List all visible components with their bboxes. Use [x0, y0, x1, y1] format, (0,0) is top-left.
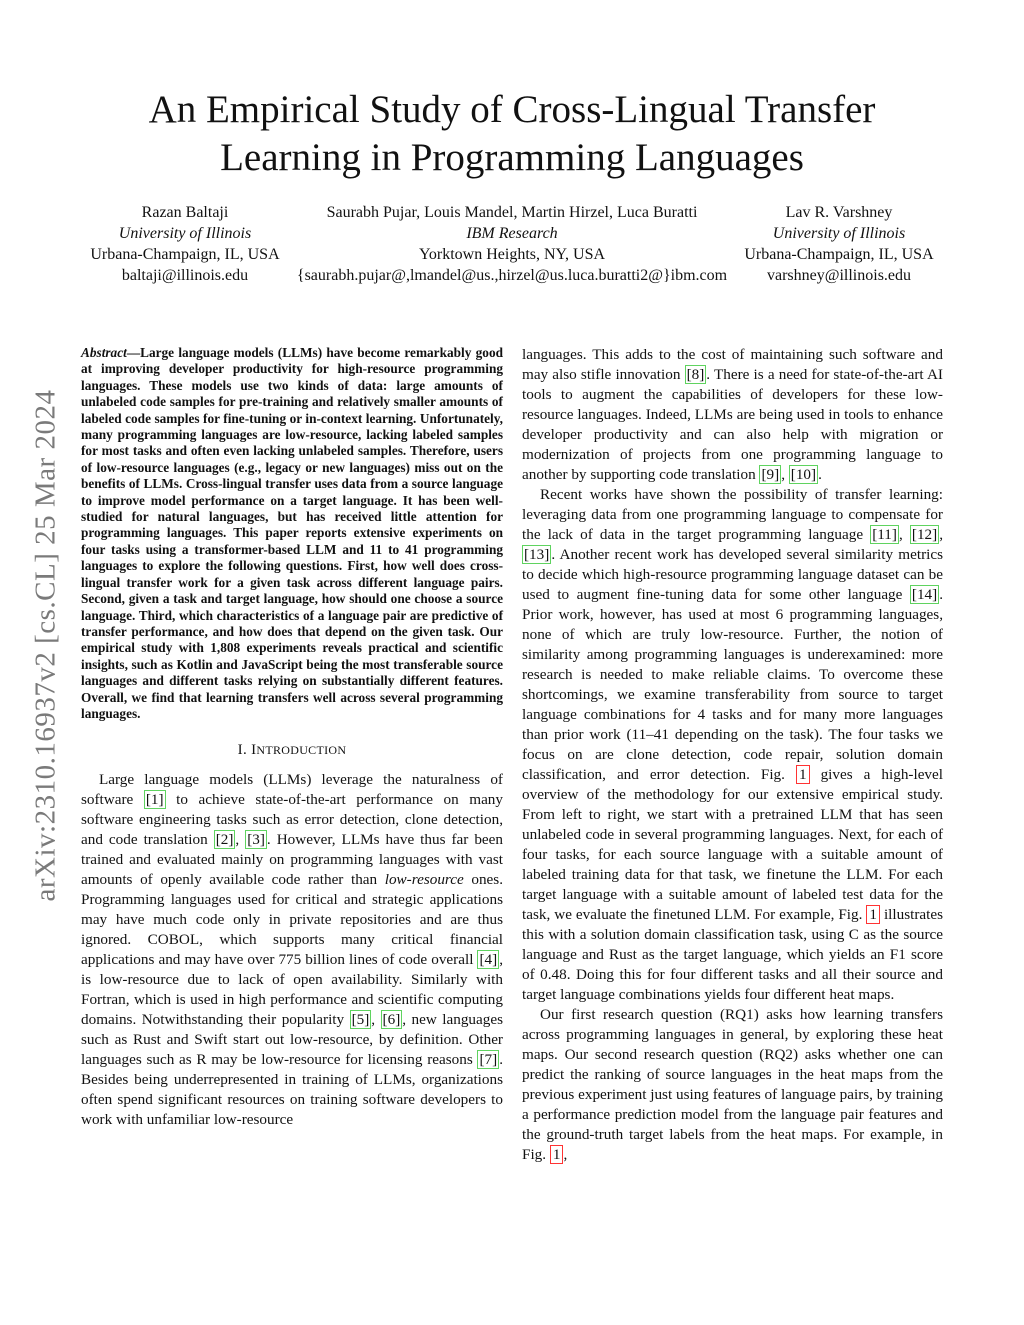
citation-link[interactable]: [6]	[382, 1011, 401, 1029]
abstract-label: Abstract	[81, 345, 127, 360]
text-run: ones. Programming languages used for critical and strategic applications may have much code only in private repositories and are thus ignored. COBOL, which supports many critical financial applications and may have over 775 billion lines of code overall	[81, 871, 503, 969]
figure-link[interactable]: 1	[550, 1145, 564, 1164]
author-name: Razan Baltaji	[141, 204, 229, 221]
title-line-2: Learning in Programming Languages	[220, 136, 804, 179]
section-heading-introduction	[81, 740, 503, 760]
intro-paragraph-2	[522, 485, 943, 1005]
section-rest: NTRODUCTION	[256, 743, 347, 758]
text-run: Our first research question (RQ1) asks how learning transfers across programming languages in general, by exploring these heat maps. Our second research question (RQ2) asks whether one can predict the ranking of source languages in the heat maps from the previous experiment just using features of language pairs, by training a performance prediction model from the language pair features and the ground-truth target labels from the heat maps. For example, in Fig.	[522, 1006, 943, 1163]
citation-link[interactable]: [7]	[479, 1051, 498, 1069]
author-email: {saurabh.pujar@,lmandel@us.,hirzel@us.luca.buratti2@}ibm.com	[296, 267, 728, 284]
text-run: . Prior work, however, has used at most 6 programming languages, none of which are truly low-resource. Further, the notion of similarity among programming languages is underexamined: more research is needed to make reliable claims. To overcome these shortcomings, we examine transferability from source to target language combinations for 4 tasks and for many more languages than prior work (11–41 depending on the task). The four tasks we focus on are clone detection, code repair, solution domain classification, and error detection. Fig.	[522, 586, 943, 783]
author-block-1	[72, 202, 298, 286]
text-run: ,	[939, 526, 943, 543]
author-location: Urbana-Champaign, IL, USA	[744, 246, 934, 263]
intro-paragraph-3	[522, 1005, 943, 1165]
abstract-text: —Large language models (LLMs) have become remarkably good at improving developer productivity for high-resource programming languages. These models use two kinds of data: large amounts of unlabeled code samples for pre-training and relatively smaller amounts of labeled code samples for fine-tuning or in-context learning. Unfortunately, many programming languages are low-resource, lacking labeled samples for most tasks and often even lacking unlabeled samples. Therefore, users of low-resource languages (e.g., legacy or new languages) miss out on the benefits of LLMs. Cross-lingual transfer uses data from a source language to improve model performance on a target language. It has been well-studied for natural languages, but has received little attention for programming languages. This paper reports extensive experiments on four tasks using a transformer-based LLM and 11 to 41 programming languages to explore the following questions. First, how well does cross-lingual transfer work for a given task across different language pairs. Second, given a task and target language, how should one choose a source language. Third, which characteristics of a language pair are predictive of transfer performance, and how does that depend on the given task. Our empirical study with 1,808 experiments reveals practical and scientific insights, such as Kotlin and JavaScript being the most transferable source languages and different tasks relying on substantially different features. Overall, we find that learning transfers well across several programming languages.	[81, 345, 503, 721]
citation-link[interactable]: [5]	[351, 1011, 370, 1029]
text-run: , new languages such as Rust and Swift start out low-resource, by definition. Other languages such as R may be low-resource for licensing reasons	[81, 1011, 503, 1069]
title-line-1: An Empirical Study of Cross-Lingual Transfer	[148, 88, 876, 131]
citation-link[interactable]: [9]	[761, 466, 780, 483]
text-run: ,	[781, 466, 789, 483]
text-run: ,	[235, 831, 246, 849]
text-run: Large language models (LLMs) leverage the naturalness of software	[81, 771, 503, 809]
figure-link[interactable]: 1	[866, 905, 880, 924]
text-run: ,	[898, 526, 910, 543]
section-first-letter: I	[251, 742, 257, 759]
citation-link[interactable]: [2]	[215, 831, 234, 849]
text-run: . There is a need for state-of-the-art AI tools to augment the capabilities of developers for these low-resource languages. Indeed, LLMs are being used in tools to enhance developer productivity and can also help with migration or modernization of projects from one programming language to another by supporting code translation	[522, 366, 943, 483]
author-location: Urbana-Champaign, IL, USA	[90, 246, 280, 263]
author-name: Saurabh Pujar, Louis Mandel, Martin Hirzel, Luca Buratti	[326, 204, 698, 221]
citation-link[interactable]: [3]	[247, 831, 265, 849]
text-run: . Another recent work has developed several similarity metrics to decide which high-resource programming language dataset can be used to augment fine-tuning data for some other language	[522, 546, 943, 603]
author-affiliation: IBM Research	[466, 225, 558, 242]
intro-paragraph-1	[81, 770, 503, 1130]
arxiv-identifier-sidebar	[28, 345, 64, 945]
text-run: . Besides being underrepresented in training of LLMs, organizations often spend significant resources on training software developers to work with unfamiliar low-resource	[81, 1051, 503, 1129]
author-affiliation: University of Illinois	[118, 225, 252, 242]
right-column	[522, 345, 943, 1165]
citation-link[interactable]: [1]	[145, 791, 164, 809]
author-email: baltaji@illinois.edu	[121, 267, 249, 284]
author-affiliation: University of Illinois	[772, 225, 906, 242]
citation-link[interactable]: [4]	[479, 951, 498, 969]
left-column	[81, 345, 503, 1130]
citation-link[interactable]: [14]	[911, 586, 938, 603]
arxiv-identifier: arXiv:2310.16937v2 [cs.CL] 25 Mar 2024	[29, 389, 62, 901]
section-numeral: I.	[237, 742, 252, 759]
text-run: illustrates this with a solution domain classification task, using C as the source language and Rust as the target language, which yields an F1 score of 0.48. Doing this for four different tasks and all their source and target language combinations yields four different heat maps.	[522, 906, 943, 1003]
text-run: . However, LLMs have thus far been trained and evaluated mainly on programming languages with vast amounts of openly available code rather than	[81, 831, 503, 889]
paper-title	[80, 86, 944, 182]
figure-link[interactable]: 1	[796, 765, 810, 784]
text-run: languages. This adds to the cost of maintaining such software and may also stifle innovation	[522, 346, 943, 383]
text-run: ,	[563, 1146, 568, 1163]
author-email: varshney@illinois.edu	[766, 267, 912, 284]
text-run: ,	[371, 1011, 381, 1029]
citation-link[interactable]: [10]	[790, 466, 817, 483]
text-run: .	[818, 466, 822, 483]
citation-link[interactable]: [12]	[911, 526, 938, 543]
emphasis: low-resource	[384, 871, 464, 889]
text-run: Recent works have shown the possibility of transfer learning: leveraging data from one programming language to compensate for the lack of data in the target programming language	[522, 486, 943, 543]
citation-link[interactable]: [11]	[872, 526, 897, 543]
abstract	[81, 345, 503, 722]
text-run: gives a high-level overview of the methodology for our extensive empirical study. From left to right, we start with a pretrained LLM that has seen unlabeled code in several programming languages. Next, for each of four tasks, for each source language with a suitable amount of labeled training data for that task, we finetune the LLM. For each target language with a suitable amount of labeled test data for the task, we evaluate the finetuned LLM. For example, Fig.	[522, 766, 943, 923]
text-run: to achieve state-of-the-art performance on many software engineering tasks such as error detection, clone detection, and code translation	[81, 791, 503, 849]
author-block-2	[286, 202, 738, 286]
author-location: Yorktown Heights, NY, USA	[418, 246, 606, 263]
author-name: Lav R. Varshney	[785, 204, 893, 221]
author-block-3	[726, 202, 952, 286]
text-run: , is low-resource due to lack of open availability. Similarly with Fortran, which is used in high performance and scientific computing domains. Notwithstanding their popularity	[81, 951, 503, 1029]
intro-paragraph-1-continued	[522, 345, 943, 485]
citation-link[interactable]: [8]	[686, 366, 705, 383]
citation-link[interactable]: [13]	[524, 546, 550, 563]
